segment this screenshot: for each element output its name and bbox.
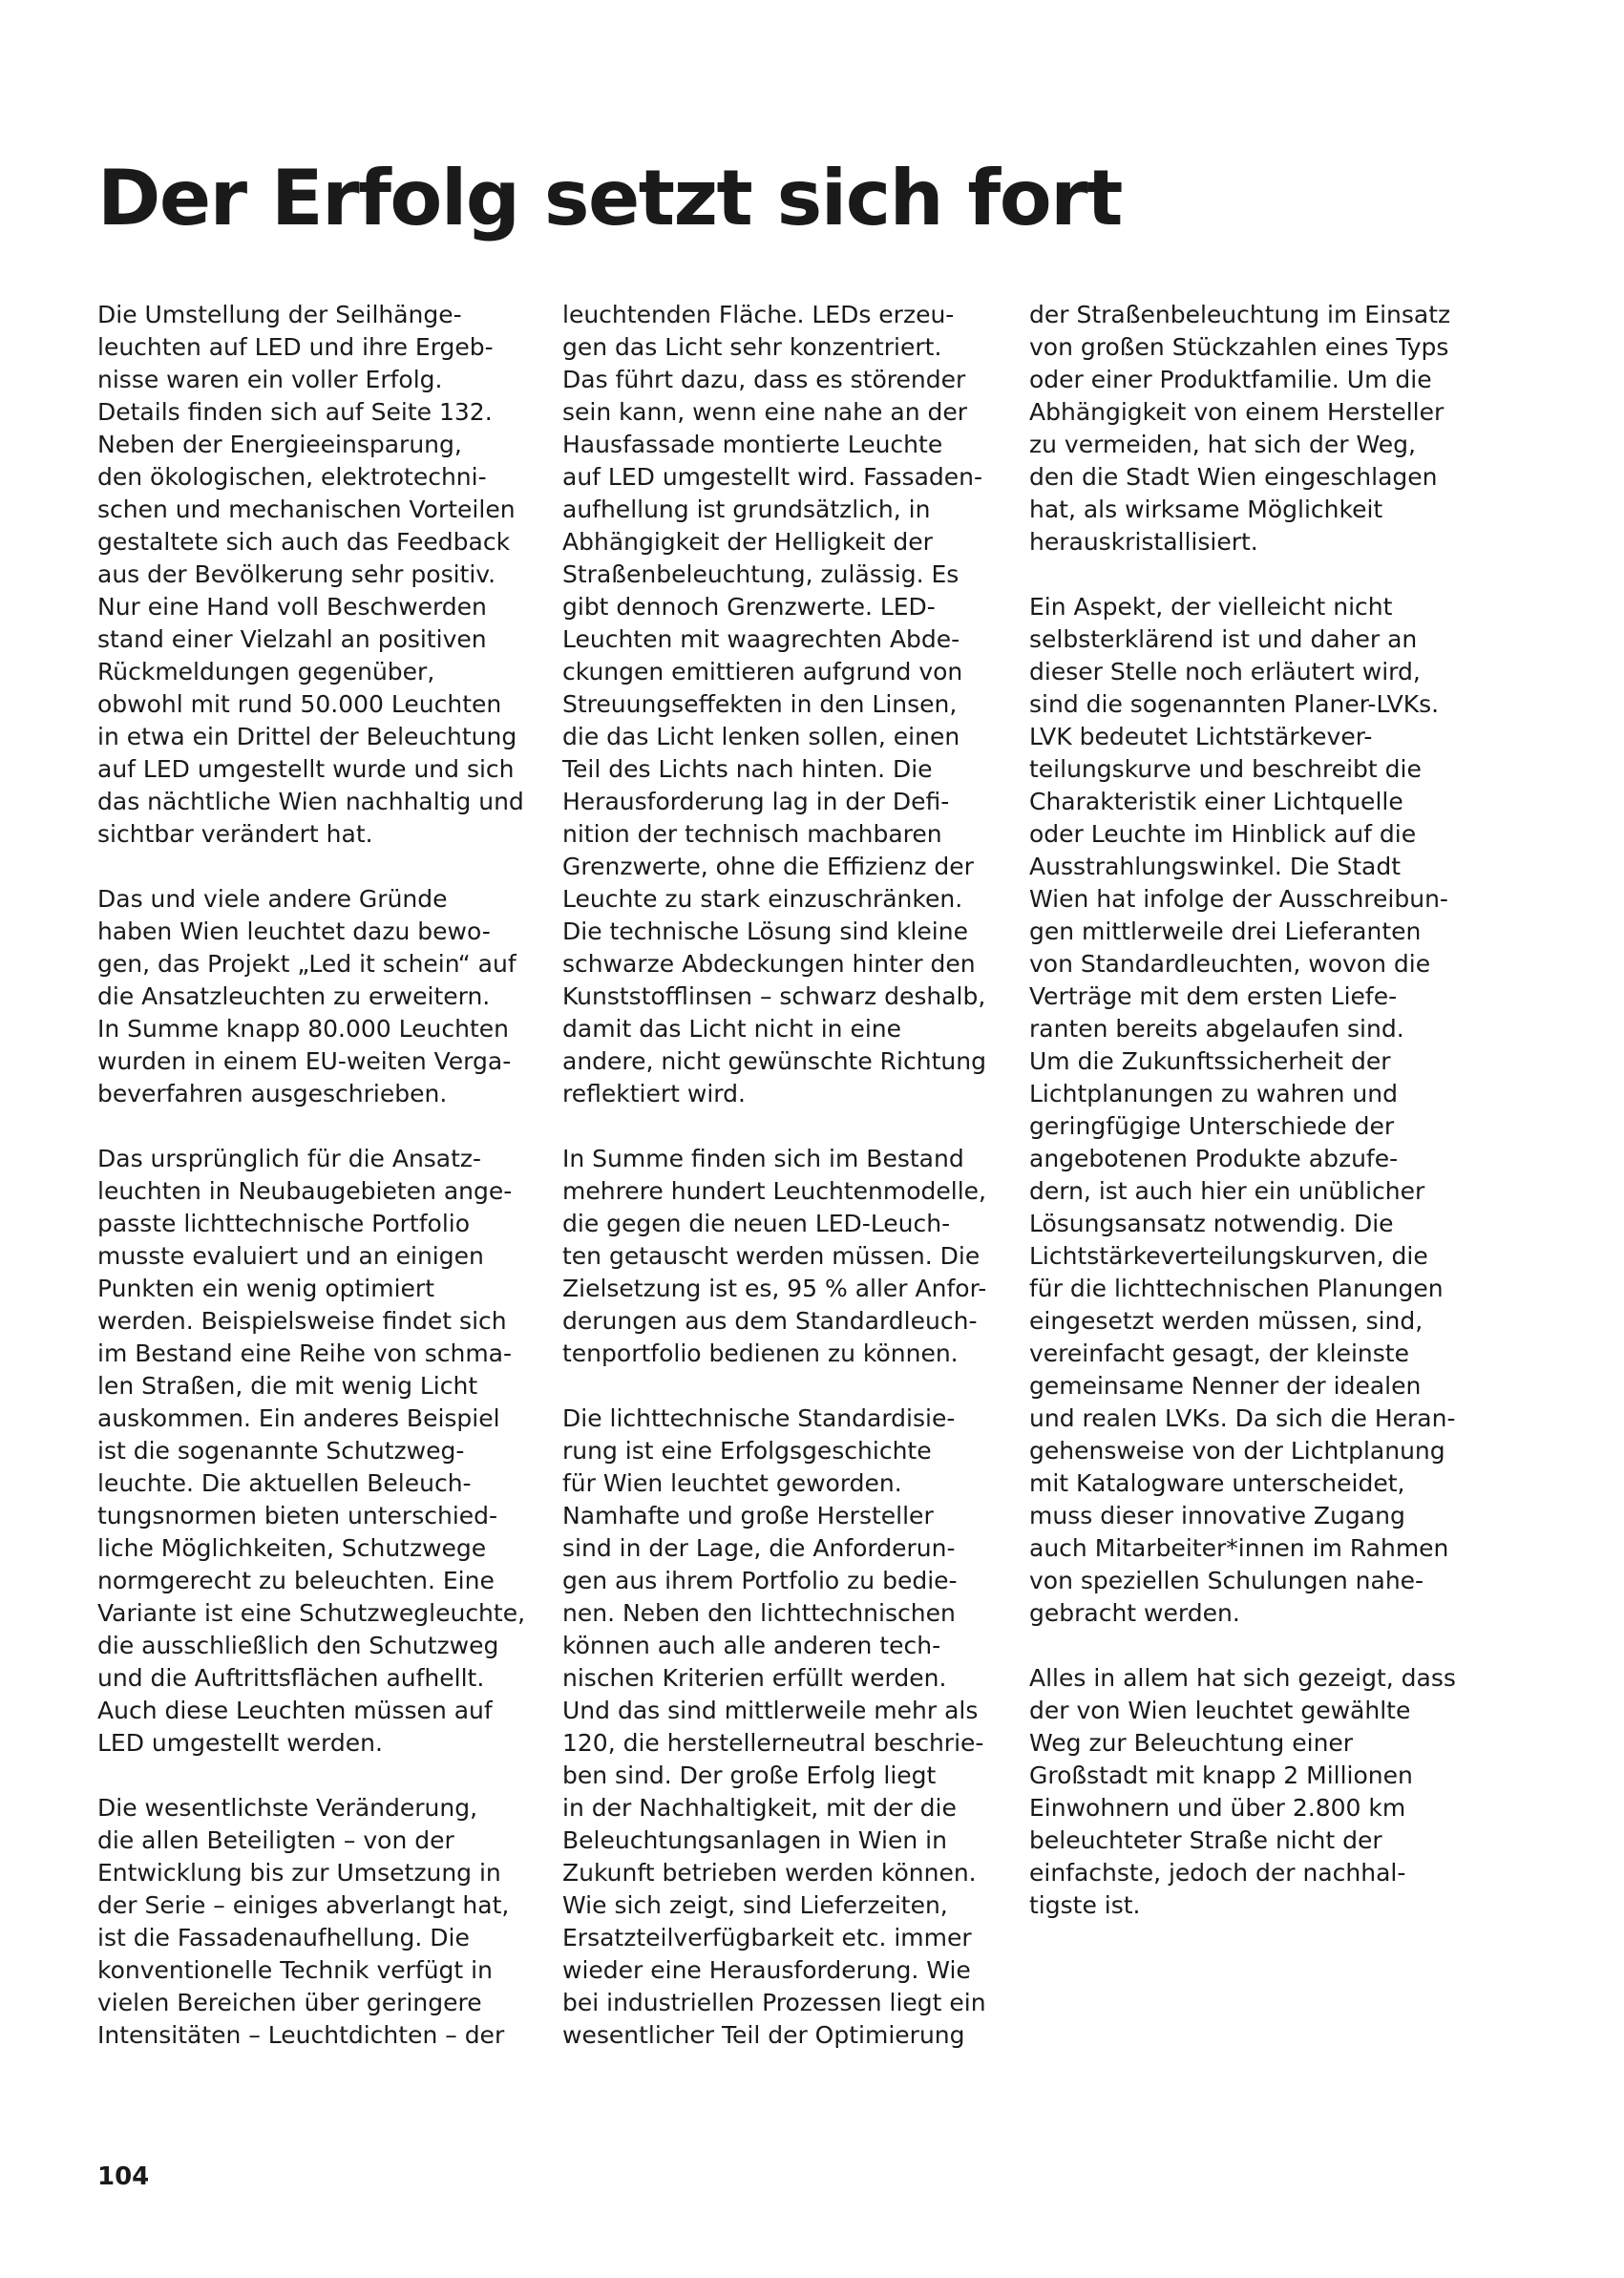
paragraph <box>1029 299 1468 559</box>
text-line: tigste ist. <box>1029 1891 1141 1919</box>
text-line: die ausschließlich den Schutzweg <box>97 1632 499 1659</box>
text-line: Kunststofflinsen – schwarz deshalb, <box>562 982 986 1010</box>
text-line: die allen Beteiligten – von der <box>97 1826 454 1854</box>
text-line: einfachste, jedoch der nachhal- <box>1029 1859 1406 1887</box>
paragraph-gap <box>1029 559 1468 591</box>
text-line: gebracht werden. <box>1029 1599 1240 1627</box>
text-line: haben Wien leuchtet dazu bewo- <box>97 918 491 945</box>
text-line: Straßenbeleuchtung, zulässig. Es <box>562 560 960 588</box>
text-line: stand einer Vielzahl an positiven <box>97 625 487 653</box>
text-line: Und das sind mittlerweile mehr als <box>562 1697 979 1724</box>
text-line: eingesetzt werden müssen, sind, <box>1029 1307 1424 1335</box>
text-line: Lichtplanungen zu wahren und <box>1029 1080 1398 1107</box>
text-line: Grenzwerte, ohne die Effizienz der <box>562 853 974 880</box>
paragraph <box>562 299 1002 1110</box>
text-line: Ersatzteilverfügbarkeit etc. immer <box>562 1924 972 1951</box>
text-line: in etwa ein Drittel der Beleuchtung <box>97 723 517 750</box>
paragraph <box>1029 591 1468 1630</box>
text-line: zu vermeiden, hat sich der Weg, <box>1029 431 1416 458</box>
page-number: 104 <box>97 2162 150 2191</box>
text-line: wieder eine Herausforderung. Wie <box>562 1956 971 1984</box>
paragraph-gap <box>562 1370 1002 1403</box>
text-line: derungen aus dem Standardleuch- <box>562 1307 978 1335</box>
text-line: im Bestand eine Reihe von schma- <box>97 1339 513 1367</box>
text-line: dern, ist auch hier ein unüblicher <box>1029 1177 1425 1205</box>
text-line: Das und viele andere Gründe <box>97 885 448 913</box>
text-line: gen das Licht sehr konzentriert. <box>562 333 942 361</box>
text-line: reflektiert wird. <box>562 1080 746 1107</box>
text-line: Einwohnern und über 2.800 km <box>1029 1794 1406 1822</box>
text-line: musste evaluiert und an einigen <box>97 1242 484 1270</box>
text-line: werden. Beispielsweise findet sich <box>97 1307 507 1335</box>
text-line: sind in der Lage, die Anforderun- <box>562 1534 956 1562</box>
text-line: schen und mechanischen Vorteilen <box>97 496 516 523</box>
text-line: 120, die herstellerneutral beschrie- <box>562 1729 984 1757</box>
text-line: beverfahren ausgeschrieben. <box>97 1080 448 1107</box>
text-line: können auch alle anderen tech- <box>562 1632 941 1659</box>
text-line: LVK bedeutet Lichtstärkever- <box>1029 723 1373 750</box>
text-column-1 <box>97 299 537 2052</box>
text-line: Verträge mit dem ersten Liefe- <box>1029 982 1398 1010</box>
text-line: rung ist eine Erfolgsgeschichte <box>562 1437 932 1465</box>
text-line: mit Katalogware unterscheidet, <box>1029 1469 1405 1497</box>
text-line: In Summe finden sich im Bestand <box>562 1145 964 1172</box>
text-line: sein kann, wenn eine nahe an der <box>562 398 968 426</box>
paragraph-gap <box>1029 1630 1468 1662</box>
text-line: auf LED umgestellt wird. Fassaden- <box>562 463 983 491</box>
text-line: Leuchten mit waagrechten Abde- <box>562 625 960 653</box>
text-line: Neben der Energieeinsparung, <box>97 431 462 458</box>
text-line: Entwicklung bis zur Umsetzung in <box>97 1859 501 1887</box>
text-line: auch Mitarbeiter*innen im Rahmen <box>1029 1534 1449 1562</box>
text-line: muss dieser innovative Zugang <box>1029 1502 1405 1529</box>
text-line: Das ursprünglich für die Ansatz- <box>97 1145 482 1172</box>
text-line: Teil des Lichts nach hinten. Die <box>562 755 933 783</box>
text-line: vielen Bereichen über geringere <box>97 1989 482 2016</box>
text-line: LED umgestellt werden. <box>97 1729 383 1757</box>
text-line: Namhafte und große Hersteller <box>562 1502 934 1529</box>
text-line: Abhängigkeit der Helligkeit der <box>562 528 933 556</box>
text-line: Weg zur Beleuchtung einer <box>1029 1729 1354 1757</box>
text-line: tenportfolio bedienen zu können. <box>562 1339 959 1367</box>
text-line: Nur eine Hand voll Beschwerden <box>97 593 487 621</box>
text-line: Abhängigkeit von einem Hersteller <box>1029 398 1445 426</box>
paragraph <box>97 1792 537 2052</box>
text-line: ben sind. Der große Erfolg liegt <box>562 1761 937 1789</box>
text-line: Ein Aspekt, der vielleicht nicht <box>1029 593 1393 621</box>
text-line: die das Licht lenken sollen, einen <box>562 723 960 750</box>
text-line: aufhellung ist grundsätzlich, in <box>562 496 931 523</box>
text-line: Um die Zukunftssicherheit der <box>1029 1047 1391 1075</box>
text-line: Großstadt mit knapp 2 Millionen <box>1029 1761 1413 1789</box>
text-line: die gegen die neuen LED-Leuch- <box>562 1210 951 1237</box>
text-line: Rückmeldungen gegenüber, <box>97 658 435 686</box>
text-line: ranten bereits abgelaufen sind. <box>1029 1015 1404 1043</box>
text-line: hat, als wirksame Möglichkeit <box>1029 496 1383 523</box>
text-line: nition der technisch machbaren <box>562 820 942 848</box>
text-line: nischen Kriterien erfüllt werden. <box>562 1664 947 1692</box>
text-line: der Straßenbeleuchtung im Einsatz <box>1029 301 1451 328</box>
text-line: oder einer Produktfamilie. Um die <box>1029 366 1432 393</box>
text-line: gibt dennoch Grenzwerte. LED- <box>562 593 936 621</box>
text-line: ckungen emittieren aufgrund von <box>562 658 963 686</box>
text-line: geringfügige Unterschiede der <box>1029 1112 1395 1140</box>
text-line: wurden in einem EU-weiten Verga- <box>97 1047 512 1075</box>
text-line: angebotenen Produkte abzufe- <box>1029 1145 1399 1172</box>
text-line: Details finden sich auf Seite 132. <box>97 398 493 426</box>
text-line: len Straßen, die mit wenig Licht <box>97 1372 478 1400</box>
text-line: Die lichttechnische Standardisie- <box>562 1404 956 1432</box>
text-line: in der Nachhaltigkeit, mit der die <box>562 1794 957 1822</box>
text-line: sichtbar verändert hat. <box>97 820 373 848</box>
text-line: Zielsetzung ist es, 95 % aller Anfor- <box>562 1275 987 1302</box>
page-title: Der Erfolg setzt sich fort <box>97 154 1122 243</box>
text-line: ten getauscht werden müssen. Die <box>562 1242 981 1270</box>
paragraph <box>562 1143 1002 1370</box>
text-line: Wien hat infolge der Ausschreibun- <box>1029 885 1448 913</box>
text-line: nen. Neben den lichttechnischen <box>562 1599 956 1627</box>
text-line: gehensweise von der Lichtplanung <box>1029 1437 1445 1465</box>
text-line: Zukunft betrieben werden können. <box>562 1859 977 1887</box>
text-line: leuchtenden Fläche. LEDs erzeu- <box>562 301 955 328</box>
text-line: konventionelle Technik verfügt in <box>97 1956 493 1984</box>
text-line: Herausforderung lag in der Defi- <box>562 788 950 815</box>
text-line: dieser Stelle noch erläutert wird, <box>1029 658 1421 686</box>
text-line: Variante ist eine Schutzwegleuchte, <box>97 1599 526 1627</box>
text-line: auf LED umgestellt wurde und sich <box>97 755 515 783</box>
text-line: oder Leuchte im Hinblick auf die <box>1029 820 1417 848</box>
paragraph <box>97 1143 537 1760</box>
text-line: von Standardleuchten, wovon die <box>1029 950 1431 978</box>
text-line: leuchten in Neubaugebieten ange- <box>97 1177 513 1205</box>
text-line: die Ansatzleuchten zu erweitern. <box>97 982 491 1010</box>
text-line: der von Wien leuchtet gewählte <box>1029 1697 1411 1724</box>
text-line: schwarze Abdeckungen hinter den <box>562 950 976 978</box>
text-line: leuchte. Die aktuellen Beleuch- <box>97 1469 472 1497</box>
text-line: Das führt dazu, dass es störender <box>562 366 966 393</box>
text-line: Lösungsansatz notwendig. Die <box>1029 1210 1394 1237</box>
text-line: gen mittlerweile drei Lieferanten <box>1029 918 1422 945</box>
text-line: Lichtstärkeverteilungskurven, die <box>1029 1242 1428 1270</box>
text-line: Wie sich zeigt, sind Lieferzeiten, <box>562 1891 948 1919</box>
text-line: der Serie – einiges abverlangt hat, <box>97 1891 510 1919</box>
text-line: bei industriellen Prozessen liegt ein <box>562 1989 986 2016</box>
text-line: In Summe knapp 80.000 Leuchten <box>97 1015 509 1043</box>
text-line: für Wien leuchtet geworden. <box>562 1469 902 1497</box>
text-line: Hausfassade montierte Leuchte <box>562 431 943 458</box>
text-line: das nächtliche Wien nachhaltig und <box>97 788 524 815</box>
text-line: ist die Fassadenaufhellung. Die <box>97 1924 470 1951</box>
text-line: nisse waren ein voller Erfolg. <box>97 366 443 393</box>
text-line: von großen Stückzahlen eines Typs <box>1029 333 1449 361</box>
text-line: vereinfacht gesagt, der kleinste <box>1029 1339 1409 1367</box>
text-line: und die Auftrittsflächen aufhellt. <box>97 1664 485 1692</box>
paragraph-gap <box>562 1110 1002 1143</box>
text-line: liche Möglichkeiten, Schutzwege <box>97 1534 487 1562</box>
paragraph <box>97 299 537 851</box>
text-line: gen aus ihrem Portfolio zu bedie- <box>562 1567 958 1594</box>
text-line: andere, nicht gewünschte Richtung <box>562 1047 986 1075</box>
text-line: normgerecht zu beleuchten. Eine <box>97 1567 495 1594</box>
text-line: ist die sogenannte Schutzweg- <box>97 1437 465 1465</box>
text-line: den die Stadt Wien eingeschlagen <box>1029 463 1438 491</box>
text-line: Intensitäten – Leuchtdichten – der <box>97 2021 505 2049</box>
text-line: Streuungseffekten in den Linsen, <box>562 690 958 718</box>
text-line: auskommen. Ein anderes Beispiel <box>97 1404 500 1432</box>
paragraph-gap <box>97 851 537 883</box>
text-line: damit das Licht nicht in eine <box>562 1015 902 1043</box>
text-line: Charakteristik einer Lichtquelle <box>1029 788 1403 815</box>
text-line: gemeinsame Nenner der idealen <box>1029 1372 1422 1400</box>
text-column-3 <box>1029 299 1468 1922</box>
text-line: den ökologischen, elektrotechni- <box>97 463 487 491</box>
text-line: herauskristallisiert. <box>1029 528 1258 556</box>
text-line: selbsterklärend ist und daher an <box>1029 625 1418 653</box>
text-line: Punkten ein wenig optimiert <box>97 1275 435 1302</box>
text-line: und realen LVKs. Da sich die Heran- <box>1029 1404 1456 1432</box>
text-line: passte lichttechnische Portfolio <box>97 1210 471 1237</box>
text-line: mehrere hundert Leuchtenmodelle, <box>562 1177 987 1205</box>
paragraph <box>1029 1662 1468 1922</box>
text-line: wesentlicher Teil der Optimierung <box>562 2021 965 2049</box>
text-line: Alles in allem hat sich gezeigt, dass <box>1029 1664 1456 1692</box>
text-line: aus der Bevölkerung sehr positiv. <box>97 560 496 588</box>
text-line: leuchten auf LED und ihre Ergeb- <box>97 333 494 361</box>
text-line: gen, das Projekt „Led it schein“ auf <box>97 950 517 978</box>
text-line: Beleuchtungsanlagen in Wien in <box>562 1826 947 1854</box>
paragraph-gap <box>97 1110 537 1143</box>
text-line: Ausstrahlungswinkel. Die Stadt <box>1029 853 1402 880</box>
text-line: Die technische Lösung sind kleine <box>562 918 968 945</box>
text-line: Die wesentlichste Veränderung, <box>97 1794 478 1822</box>
text-line: beleuchteter Straße nicht der <box>1029 1826 1382 1854</box>
text-line: sind die sogenannten Planer-LVKs. <box>1029 690 1440 718</box>
text-line: Auch diese Leuchten müssen auf <box>97 1697 493 1724</box>
text-column-2 <box>562 299 1002 2052</box>
text-line: obwohl mit rund 50.000 Leuchten <box>97 690 502 718</box>
paragraph <box>97 883 537 1110</box>
text-line: von speziellen Schulungen nahe- <box>1029 1567 1424 1594</box>
text-line: Leuchte zu stark einzuschränken. <box>562 885 963 913</box>
text-line: für die lichttechnischen Planungen <box>1029 1275 1444 1302</box>
text-line: teilungskurve und beschreibt die <box>1029 755 1422 783</box>
paragraph <box>562 1403 1002 2052</box>
text-line: tungsnormen bieten unterschied- <box>97 1502 498 1529</box>
paragraph-gap <box>97 1760 537 1792</box>
text-line: Die Umstellung der Seilhänge- <box>97 301 462 328</box>
text-line: gestaltete sich auch das Feedback <box>97 528 511 556</box>
